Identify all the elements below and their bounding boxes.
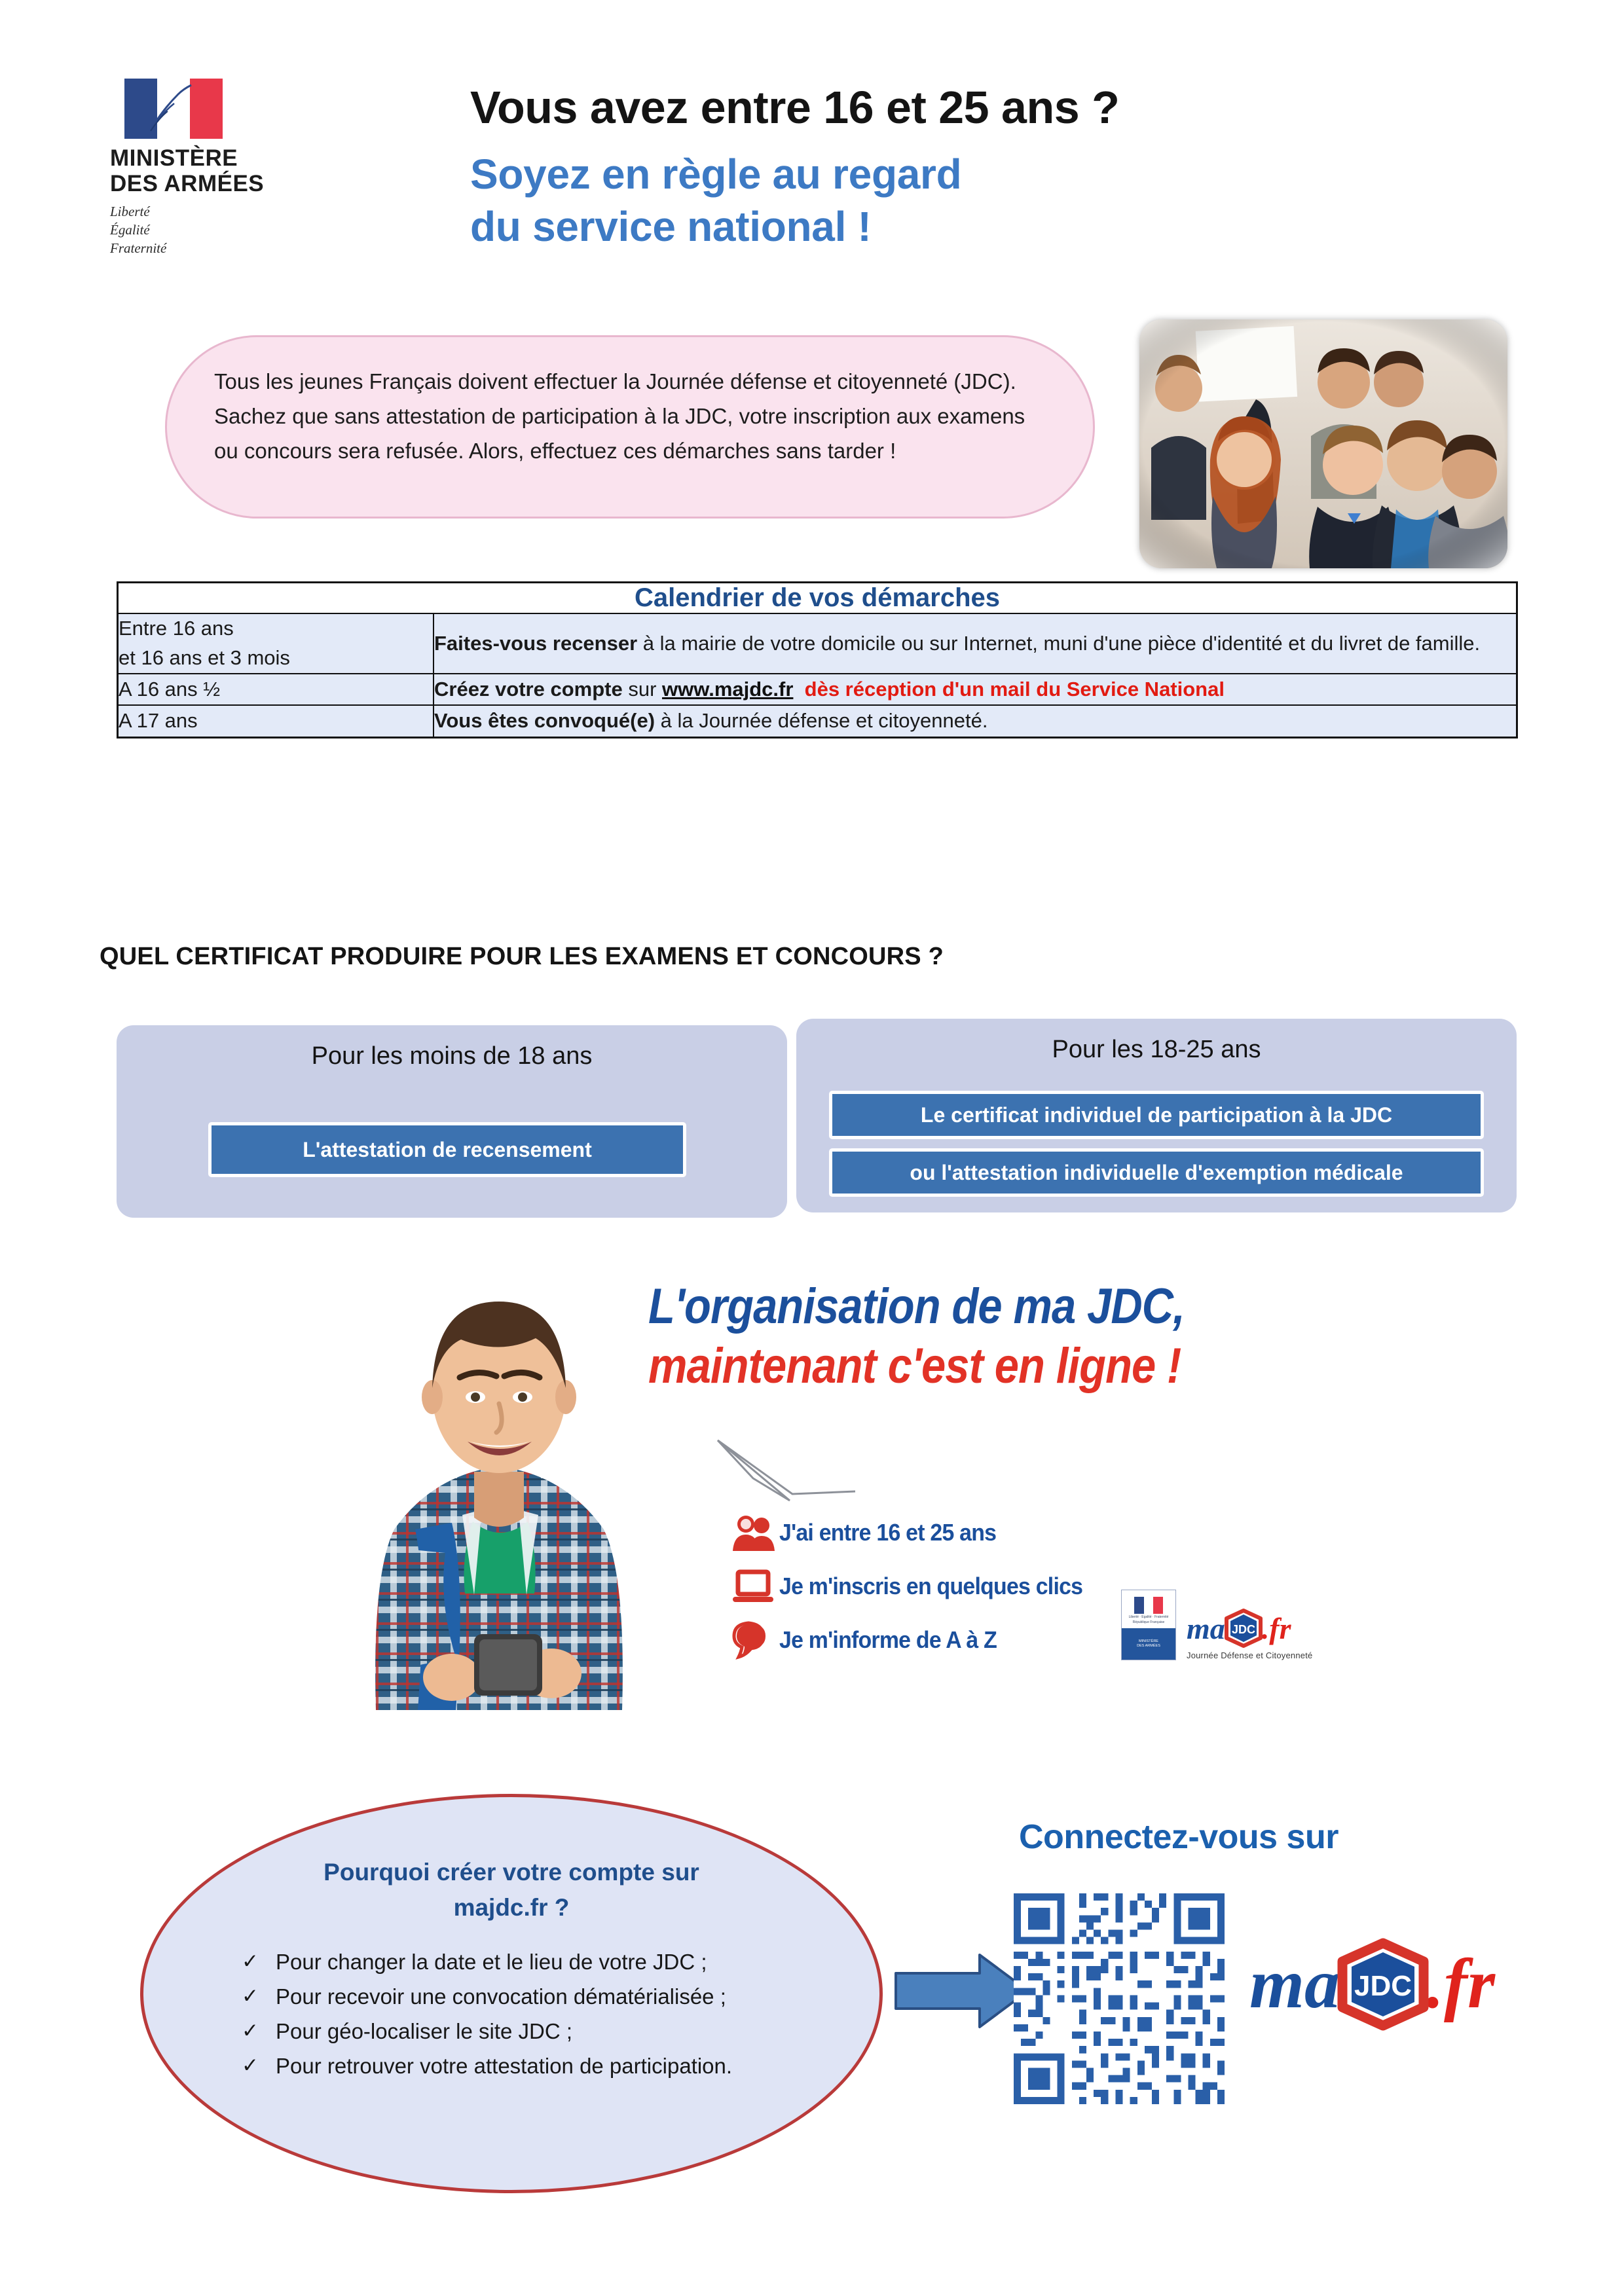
svg-text:JDC: JDC	[1354, 1970, 1412, 2002]
table-cell-age	[118, 705, 434, 737]
check-icon: ✓	[242, 1984, 259, 2008]
info-callout-text: Tous les jeunes Français doivent effectuer la Journée défense et citoyenneté (JDC). Sachez que sans attestation de participation à la JDC, votre inscription aux examens ou concours sera refusée. Alors, effectuez ces démarches sans tarder !	[214, 369, 1025, 463]
why-item-label: Pour retrouver votre attestation de participation.	[276, 2053, 733, 2078]
majdc-link[interactable]: www.majdc.fr	[662, 677, 794, 701]
action-bold: Vous êtes convoqué(e)	[434, 709, 655, 733]
age-line-1: A 16 ans ½	[119, 677, 221, 701]
attestation-exemption-button[interactable]: ou l'attestation individuelle d'exemption médicale	[829, 1148, 1484, 1197]
slogan-line-2: maintenant c'est en ligne !	[648, 1338, 1181, 1394]
check-icon: ✓	[242, 2019, 259, 2042]
french-flag-icon	[1134, 1597, 1163, 1614]
lockup-ministry-line1: MINISTÈRE	[1139, 1639, 1158, 1643]
ministry-small-logo	[1121, 1590, 1176, 1660]
schedule-table-title: Calendrier de vos démarches	[118, 583, 1517, 614]
ministry-name	[110, 145, 306, 196]
slogan-line-1: L'organisation de ma JDC,	[648, 1279, 1185, 1334]
why-item-label: Pour géo-localiser le site JDC ;	[276, 2019, 573, 2043]
panel-title-under-18: Pour les moins de 18 ans	[311, 1042, 593, 1070]
action-bold: Créez votre compte	[434, 677, 623, 701]
info-callout	[165, 335, 1095, 519]
action-rest: à la Journée défense et citoyenneté.	[655, 709, 988, 733]
action-bold: Faites-vous recenser	[434, 631, 638, 655]
attestation-recensement-button[interactable]: L'attestation de recensement	[208, 1122, 686, 1177]
majdc-fr-text: .fr	[1426, 1945, 1496, 2023]
flag-caption-2: République Française	[1132, 1620, 1165, 1624]
table-cell-age	[118, 674, 434, 706]
bullet-label: Je m'informe de A à Z	[779, 1626, 997, 1653]
flag-caption: Liberté · Égalité · Fraternité	[1128, 1615, 1169, 1619]
certificate-panel-under-18	[117, 1025, 787, 1218]
age-line-1: A 17 ans	[119, 709, 198, 733]
table-cell-action	[434, 674, 1517, 706]
laptop-icon	[728, 1564, 779, 1609]
certificate-panel-18-25	[796, 1019, 1517, 1212]
age-line-2: et 16 ans et 3 mois	[119, 646, 290, 669]
bullet-label: Je m'inscris en quelques clics	[779, 1573, 1083, 1599]
french-flag-icon	[124, 79, 223, 139]
why-item-label: Pour recevoir une convocation dématérialisée ;	[276, 1984, 726, 2009]
qr-code[interactable]	[1014, 1893, 1225, 2104]
jdc-hexagon-icon	[1223, 1609, 1264, 1648]
why-title	[143, 1797, 879, 1925]
table-row	[118, 613, 1517, 674]
ministry-name-line1: MINISTÈRE	[110, 145, 238, 171]
why-item-label: Pour changer la date et le lieu de votre JDC ;	[276, 1950, 707, 1975]
bullet-label: J'ai entre 16 et 25 ans	[779, 1519, 997, 1546]
table-row	[118, 705, 1517, 737]
majdc-wordmark	[1187, 1609, 1312, 1648]
why-title-line-1: Pourquoi créer votre compte sur	[323, 1859, 699, 1886]
promo-slogan	[648, 1281, 1382, 1393]
lockup-ministry-line2: DES ARMÉES	[1137, 1644, 1160, 1648]
certificate-section-heading: QUEL CERTIFICAT PRODUIRE POUR LES EXAMENS ET CONCOURS ?	[100, 943, 944, 970]
majdc-ma-text: ma	[1187, 1611, 1225, 1645]
svg-text:JDC: JDC	[1231, 1623, 1255, 1636]
motto-liberte: Liberté	[110, 204, 150, 220]
age-line-1: Entre 16 ans	[119, 617, 234, 640]
list-item	[242, 1982, 821, 2013]
panel-title-18-25: Pour les 18-25 ans	[1052, 1036, 1261, 1063]
motto-egalite: Égalité	[110, 222, 150, 238]
table-cell-age	[118, 613, 434, 674]
speech-bubble-icon	[728, 1618, 779, 1662]
schedule-table	[117, 581, 1518, 738]
ministry-majdc-lockup	[1121, 1590, 1312, 1660]
majdc-ma-text: ma	[1249, 1945, 1340, 2023]
action-red-note: dès réception d'un mail du Service National	[804, 677, 1225, 701]
republic-motto	[110, 203, 306, 257]
headline-question: Vous avez entre 16 et 25 ans ?	[470, 82, 1120, 133]
table-row	[118, 674, 1517, 706]
motto-fraternite: Fraternité	[110, 240, 167, 256]
jdc-hexagon-icon	[1333, 1938, 1433, 2031]
two-people-icon	[728, 1510, 779, 1555]
action-rest: à la mairie de votre domicile ou sur Internet, muni d'une pièce d'identité et du livret de famille.	[637, 631, 1481, 655]
connect-heading: Connectez-vous sur	[1019, 1818, 1338, 1856]
why-create-account-oval	[140, 1794, 883, 2193]
list-item	[242, 2016, 821, 2047]
young-man-photo	[296, 1241, 702, 1710]
table-cell-action	[434, 613, 1517, 674]
table-cell-action	[434, 705, 1517, 737]
majdc-wordmark-large	[1249, 1938, 1495, 2031]
ministry-name-line2: DES ARMÉES	[110, 171, 265, 197]
right-arrow-icon	[893, 1951, 1031, 2031]
majdc-fr-text: .fr	[1261, 1611, 1291, 1645]
youth-group-photo	[1139, 319, 1507, 568]
check-icon: ✓	[242, 1950, 259, 1973]
why-benefits-list	[143, 1947, 879, 2081]
check-icon: ✓	[242, 2053, 259, 2077]
certificat-participation-button[interactable]: Le certificat individuel de participation à la JDC	[829, 1091, 1484, 1139]
headline-subtitle-line1: Soyez en règle au regard	[470, 150, 962, 198]
action-mid: sur	[622, 677, 663, 701]
list-item	[242, 1947, 821, 1978]
table-header-row	[118, 583, 1517, 614]
page-title	[470, 84, 1492, 253]
list-item	[242, 2051, 821, 2082]
ministry-logo	[110, 79, 306, 258]
headline-subtitle	[470, 148, 1492, 253]
headline-subtitle-line2: du service national !	[470, 202, 872, 250]
jdc-caption: Journée Défense et Citoyenneté	[1187, 1650, 1313, 1660]
list-item	[728, 1506, 1265, 1559]
why-title-line-2: majdc.fr ?	[453, 1893, 570, 1921]
speech-tail-icon	[714, 1438, 871, 1510]
